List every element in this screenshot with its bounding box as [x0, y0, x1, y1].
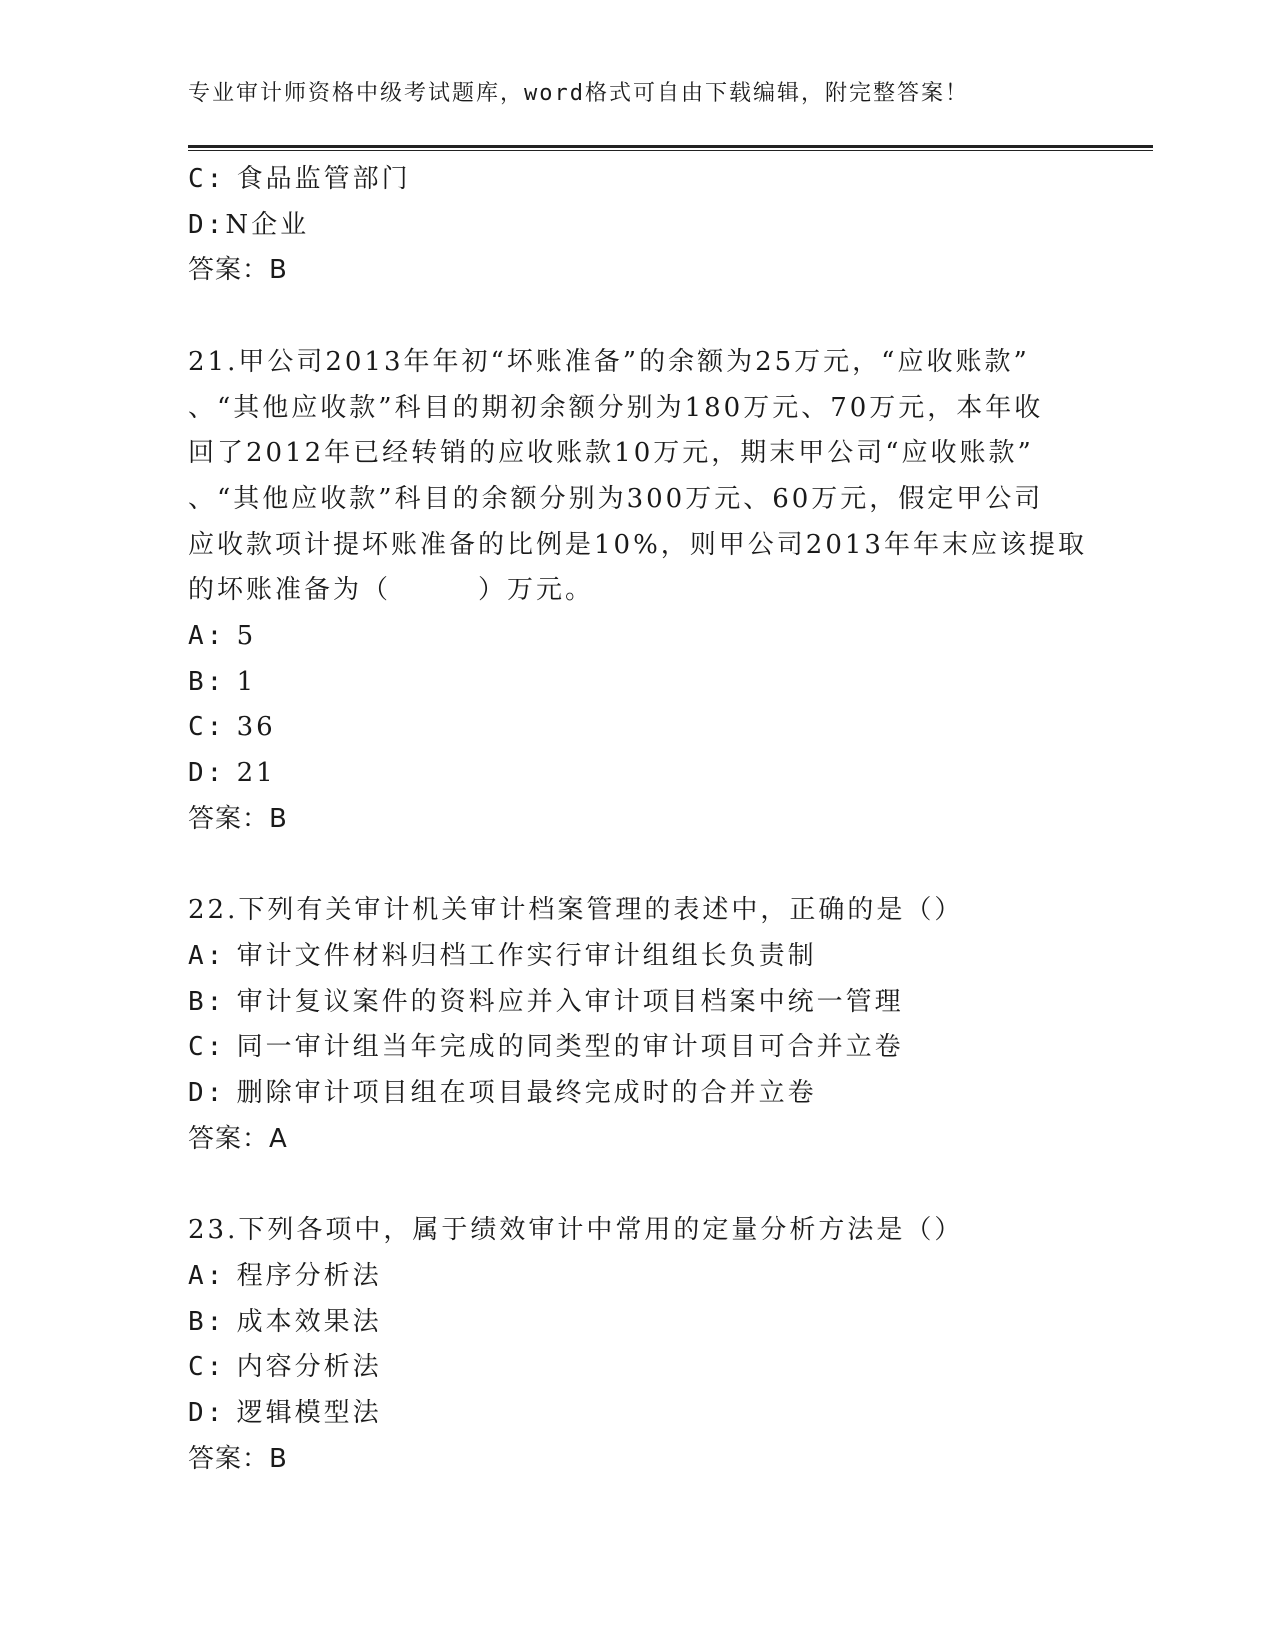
option-d: D: 删除审计项目组在项目最终完成时的合并立卷	[188, 1078, 817, 1109]
question-stem-line: 、“其他应收款”科目的期初余额分别为180万元、70万元，本年收	[188, 392, 1044, 423]
question-23	[188, 1208, 1088, 1482]
question-stem-line: 、“其他应收款”科目的余额分别为300万元、60万元，假定甲公司	[188, 483, 1044, 514]
answer-line: 答案：B	[188, 255, 288, 286]
option-c: C: 内容分析法	[188, 1352, 382, 1383]
question-stem-line: 22.下列有关审计机关审计档案管理的表述中，正确的是（）	[188, 895, 964, 926]
option-d: D: 逻辑模型法	[188, 1397, 382, 1428]
question-21	[188, 340, 1088, 843]
question-stem-line: 23.下列各项中，属于绩效审计中常用的定量分析方法是（）	[188, 1215, 964, 1246]
option-a: A: 程序分析法	[188, 1260, 382, 1291]
question-stem-line: 应收款项计提坏账准备的比例是10%，则甲公司2013年年末应该提取	[188, 529, 1087, 560]
option-c: C: 食品监管部门	[188, 164, 411, 194]
answer-line: 答案：B	[188, 1443, 288, 1474]
option-a: A: 5	[188, 621, 257, 652]
option-d: D:N企业	[188, 209, 310, 240]
question-stem-line: 的坏账准备为（ ）万元。	[188, 575, 595, 606]
option-b: B: 成本效果法	[188, 1306, 382, 1337]
question-stem-line: 21.甲公司2013年年初“坏账准备”的余额为25万元，“应收账款”	[188, 346, 1030, 377]
header-rule-thick	[188, 145, 1153, 148]
option-c: C: 同一审计组当年完成的同类型的审计项目可合并立卷	[188, 1032, 904, 1063]
document-body	[188, 157, 1088, 1482]
header-rule-thin	[188, 150, 1153, 151]
option-d: D: 21	[188, 758, 276, 789]
answer-line: 答案：B	[188, 803, 288, 834]
option-b: B: 审计复议案件的资料应并入审计项目档案中统一管理	[188, 986, 904, 1017]
option-b: B: 1	[188, 666, 257, 697]
question-stem-line: 回了2012年已经转销的应收账款10万元，期末甲公司“应收账款”	[188, 438, 1034, 469]
option-c: C: 36	[188, 712, 276, 743]
previous-question-tail	[188, 157, 1088, 294]
document-header: 专业审计师资格中级考试题库，word格式可自由下载编辑，附完整答案！	[188, 81, 969, 106]
answer-line: 答案：A	[188, 1123, 288, 1154]
question-22	[188, 888, 1088, 1162]
option-a: A: 审计文件材料归档工作实行审计组组长负责制	[188, 940, 817, 971]
